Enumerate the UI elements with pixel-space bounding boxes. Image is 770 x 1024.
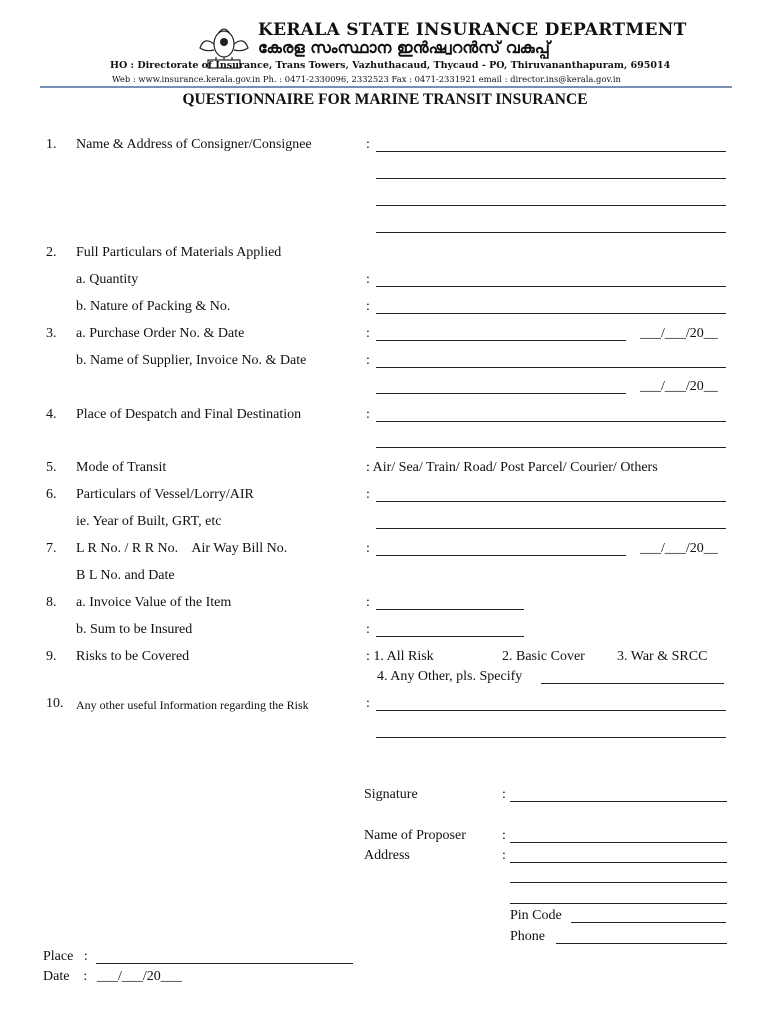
q6-field-line-1[interactable] — [376, 501, 726, 502]
q9-option-all-risk[interactable]: : 1. All Risk — [366, 649, 434, 664]
q2a-label: a. Quantity — [76, 272, 139, 287]
q3b-field-line-1[interactable] — [376, 367, 726, 368]
q3b-field-line-2[interactable] — [376, 393, 626, 394]
signature-colon: : — [502, 787, 506, 802]
q9-option-war-srcc[interactable]: 3. War & SRCC — [617, 649, 708, 664]
q1-colon: : — [366, 137, 370, 152]
q1-field-line-3[interactable] — [376, 205, 726, 206]
department-name-malayalam: കേരള സംസ്ഥാന ഇൻഷ്വറൻസ് വകുപ്പ് — [258, 38, 550, 57]
q3a-date-field[interactable]: ___/___/20__ — [640, 326, 718, 341]
q9-option-basic-cover[interactable]: 2. Basic Cover — [502, 649, 585, 664]
q1-number: 1. — [46, 137, 57, 152]
q8b-colon: : — [366, 622, 370, 637]
q6-sub-label: ie. Year of Built, GRT, etc — [76, 514, 222, 529]
q9-option-other[interactable]: 4. Any Other, pls. Specify — [377, 669, 523, 684]
phone-field-line[interactable] — [556, 943, 727, 944]
q6-number: 6. — [46, 487, 57, 502]
q3b-date-field[interactable]: ___/___/20__ — [640, 379, 718, 394]
q4-field-line-2[interactable] — [376, 447, 726, 448]
q2a-colon: : — [366, 272, 370, 287]
address-field-line-3[interactable] — [510, 903, 727, 904]
proposer-colon: : — [502, 828, 506, 843]
q5-options[interactable]: : Air/ Sea/ Train/ Road/ Post Parcel/ Courier/ Others — [366, 460, 658, 475]
head-office-address: HO : Directorate of Insurance, Trans Towers, Vazhuthacaud, Thycaud - PO, Thiruvananthapuram, 695014 — [110, 60, 671, 71]
place-field-line[interactable] — [96, 963, 353, 964]
q7-date-field[interactable]: ___/___/20__ — [640, 541, 718, 556]
letterhead — [0, 18, 770, 90]
address-label: Address — [364, 848, 410, 863]
q2a-field-line[interactable] — [376, 286, 726, 287]
q6-field-line-2[interactable] — [376, 528, 726, 529]
q3b-label: b. Name of Supplier, Invoice No. & Date — [76, 353, 307, 368]
page-title: QUESTIONNAIRE FOR MARINE TRANSIT INSURANCE — [182, 91, 588, 108]
q4-label: Place of Despatch and Final Destination — [76, 407, 302, 422]
q6-colon: : — [366, 487, 370, 502]
q3a-field-line[interactable] — [376, 340, 626, 341]
q10-field-line-1[interactable] — [376, 710, 726, 711]
address-colon: : — [502, 848, 506, 863]
q7-field-line[interactable] — [376, 555, 626, 556]
q10-field-line-2[interactable] — [376, 737, 726, 738]
department-name: KERALA STATE INSURANCE DEPARTMENT — [258, 20, 687, 40]
q8a-field-line[interactable] — [376, 609, 524, 610]
q3-number: 3. — [46, 326, 57, 341]
q4-colon: : — [366, 407, 370, 422]
place-label: Place : — [43, 949, 88, 964]
date-field[interactable]: ___/___/20___ — [97, 969, 182, 984]
q6-label: Particulars of Vessel/Lorry/AIR — [76, 487, 254, 502]
q9-number: 9. — [46, 649, 57, 664]
q8-number: 8. — [46, 595, 57, 610]
q9-other-field-line[interactable] — [541, 683, 724, 684]
q2b-label: b. Nature of Packing & No. — [76, 299, 231, 314]
date-label: Date : — [43, 969, 88, 984]
q8b-label: b. Sum to be Insured — [76, 622, 193, 637]
pin-code-field-line[interactable] — [571, 922, 726, 923]
q2-label: Full Particulars of Materials Applied — [76, 245, 282, 260]
q4-number: 4. — [46, 407, 57, 422]
q1-field-line-1[interactable] — [376, 151, 726, 152]
q7-colon: : — [366, 541, 370, 556]
q3a-colon: : — [366, 326, 370, 341]
address-field-line-1[interactable] — [510, 862, 727, 863]
pin-code-label: Pin Code — [510, 908, 562, 923]
q8a-label: a. Invoice Value of the Item — [76, 595, 232, 610]
q10-label: Any other useful Information regarding the Risk — [76, 698, 309, 712]
q10-number: 10. — [46, 696, 64, 711]
q8a-colon: : — [366, 595, 370, 610]
q8b-field-line[interactable] — [376, 636, 524, 637]
q10-colon: : — [366, 696, 370, 711]
proposer-label: Name of Proposer — [364, 828, 466, 843]
q2-number: 2. — [46, 245, 57, 260]
address-field-line-2[interactable] — [510, 882, 727, 883]
q1-label: Name & Address of Consigner/Consignee — [76, 137, 312, 152]
contact-details: Web : www.insurance.kerala.gov.in Ph. : 0471-2330096, 2332523 Fax : 0471-2331921 email : director.ins@kerala.gov.in — [112, 74, 621, 84]
q7-label: L R No. / R R No. Air Way Bill No. — [76, 541, 288, 556]
signature-field-line[interactable] — [510, 801, 727, 802]
q9-label: Risks to be Covered — [76, 649, 190, 664]
q5-label: Mode of Transit — [76, 460, 167, 475]
q3a-label: a. Purchase Order No. & Date — [76, 326, 245, 341]
signature-label: Signature — [364, 787, 418, 802]
proposer-field-line[interactable] — [510, 842, 727, 843]
q7-sub-label: B L No. and Date — [76, 568, 175, 583]
phone-label: Phone — [510, 929, 545, 944]
q3b-colon: : — [366, 353, 370, 368]
q1-field-line-2[interactable] — [376, 178, 726, 179]
q7-number: 7. — [46, 541, 57, 556]
q1-field-line-4[interactable] — [376, 232, 726, 233]
q2b-field-line[interactable] — [376, 313, 726, 314]
header-divider — [40, 86, 732, 88]
q2b-colon: : — [366, 299, 370, 314]
q4-field-line-1[interactable] — [376, 421, 726, 422]
q5-number: 5. — [46, 460, 57, 475]
